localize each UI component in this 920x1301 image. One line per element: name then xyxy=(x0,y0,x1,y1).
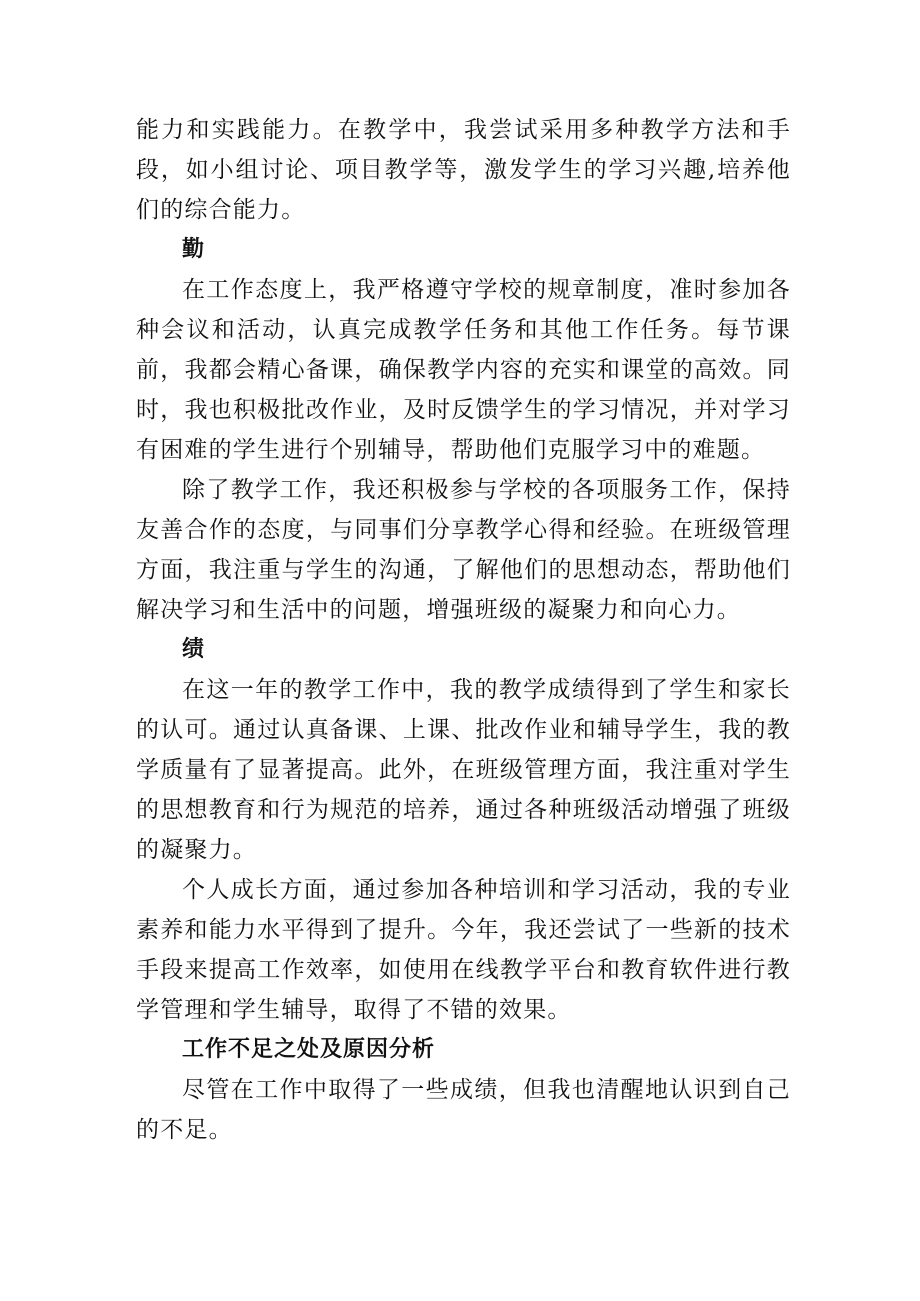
paragraph-shortcomings: 尽管在工作中取得了一些成绩，但我也清醒地认识到自己的不足。 xyxy=(136,1077,791,1143)
heading-shortcomings: 工作不足之处及原因分析 xyxy=(182,1037,436,1062)
paragraph-ji-2: 个人成长方面，通过参加各种培训和学习活动，我的专业素养和能力水平得到了提升。今年，我还尝试了一些新的技术手段来提高工作效率，如使用在线教学平台和教育软件进行教学管理和学生辅导，取得了不错的效果。 xyxy=(136,877,791,1023)
paragraph-continuation: 能力和实践能力。在教学中，我尝试采用多种教学方法和手段，如小组讨论、项目教学等，激发学生的学习兴趣,培养他们的综合能力。 xyxy=(136,117,791,223)
paragraph-qin-1: 在工作态度上，我严格遵守学校的规章制度，准时参加各种会议和活动，认真完成教学任务和其他工作任务。每节课前，我都会精心备课，确保教学内容的充实和课堂的高效。同时，我也积极批改作业，及时反馈学生的学习情况，并对学习有困难的学生进行个别辅导，帮助他们克服学习中的难题。 xyxy=(136,277,791,463)
heading-ji: 绩 xyxy=(182,637,206,662)
heading-qin: 勤 xyxy=(182,237,206,262)
document-body xyxy=(136,110,791,1150)
paragraph-ji-1: 在这一年的教学工作中，我的教学成绩得到了学生和家长的认可。通过认真备课、上课、批改作业和辅导学生，我的教学质量有了显著提高。此外，在班级管理方面，我注重对学生的思想教育和行为规范的培养，通过各种班级活动增强了班级的凝聚力。 xyxy=(136,677,791,863)
paragraph-qin-2: 除了教学工作，我还积极参与学校的各项服务工作，保持友善合作的态度，与同事们分享教学心得和经验。在班级管理方面，我注重与学生的沟通，了解他们的思想动态，帮助他们解决学习和生活中的问题，增强班级的凝聚力和向心力。 xyxy=(136,477,791,623)
